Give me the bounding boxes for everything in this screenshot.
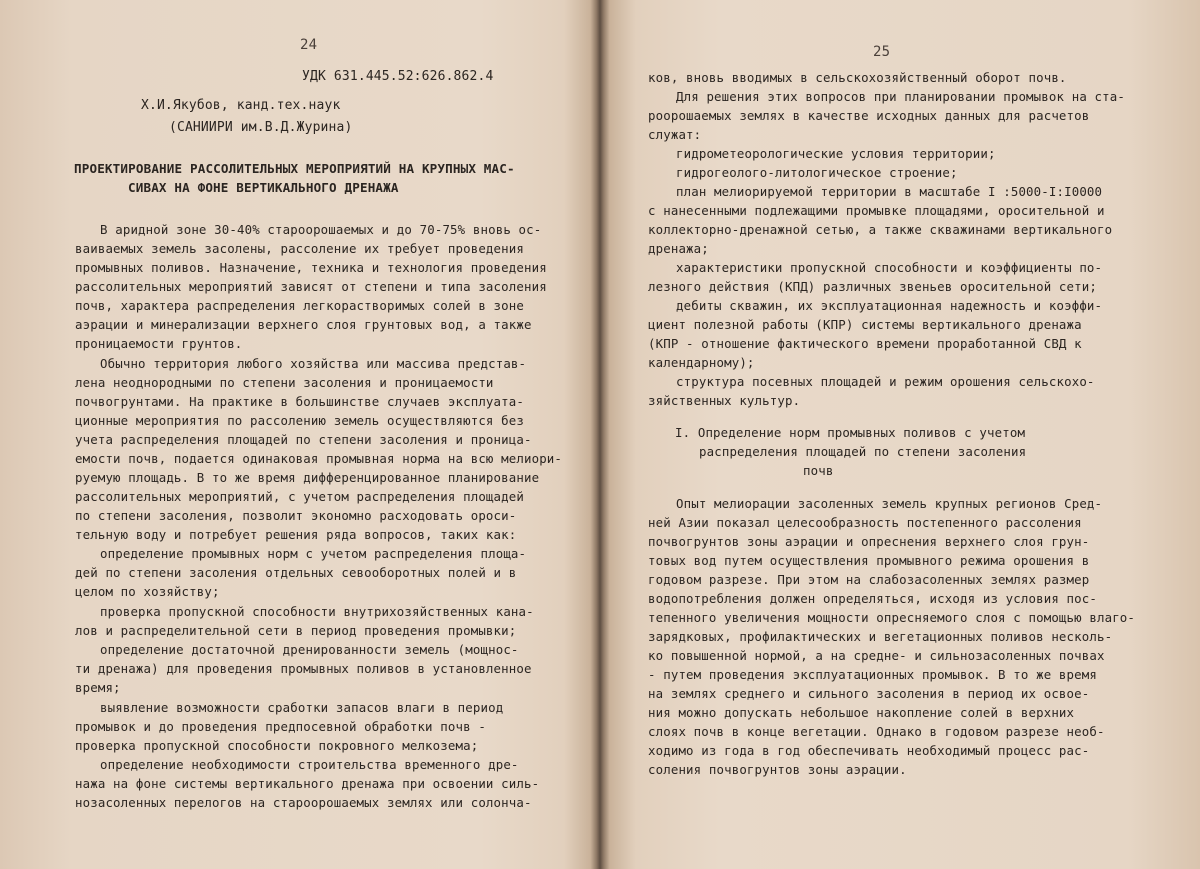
text-line: выявление возможности сработки запасов влаги в период — [100, 700, 504, 715]
text-line: учета распределения площадей по степени засоления и проница- — [75, 432, 532, 447]
text-line: аэрации и минерализации верхнего слоя грунтовых вод, а также — [75, 317, 532, 332]
text-line: структура посевных площадей и режим орошения сельскохо- — [676, 374, 1095, 389]
text-line: коллекторно-дренажной сетью, а также скважинами вертикального — [648, 222, 1113, 237]
text-line: циент полезной работы (КПР) системы вертикального дренажа — [648, 317, 1082, 332]
article-title-line: СИВАХ НА ФОНЕ ВЕРТИКАЛЬНОГО ДРЕНАЖА — [128, 180, 399, 195]
text-line: на землях среднего и сильного засоления в период их освое- — [648, 686, 1090, 701]
text-line: рассолительных мероприятий, с учетом распределения площадей — [75, 489, 524, 504]
text-line: Обычно территория любого хозяйства или массива представ- — [100, 356, 527, 371]
text-line: промывных поливов. Назначение, техника и технология проведения — [75, 260, 547, 275]
text-line: определение необходимости строительства временного дре- — [100, 757, 519, 772]
text-line: определение достаточной дренированности земель (мощнос- — [100, 642, 519, 657]
text-line: ния можно допускать небольшое накопление солей в верхних — [648, 705, 1075, 720]
text-line: роорошаемых землях в качестве исходных данных для расчетов — [648, 108, 1090, 123]
text-line: характеристики пропускной способности и коэффициенты по- — [676, 260, 1103, 275]
text-line: ваиваемых земель засолены, рассоление их требует проведения — [75, 241, 524, 256]
text-line: почв, характера распределения легкорастворимых солей в зоне — [75, 298, 524, 313]
text-line: ти дренажа) для проведения промывных поливов в установленное — [75, 661, 532, 676]
page-number-left: 24 — [300, 37, 318, 53]
text-line: целом по хозяйству; — [75, 584, 220, 599]
text-line: В аридной зоне 30-40% староорошаемых и до 70-75% вновь ос- — [100, 222, 542, 237]
text-line: товых вод путем осуществления промывного режима орошения в — [648, 553, 1090, 568]
page-number-right: 25 — [873, 44, 891, 60]
section-title-line: распределения площадей по степени засоления — [699, 444, 1027, 459]
text-line: план мелиорируемой территории в масштабе I :5000-I:I0000 — [676, 184, 1103, 199]
text-line: дебиты скважин, их эксплуатационная надежность и коэффи- — [676, 298, 1103, 313]
text-line: нозасоленных перелогов на староорошаемых землях или солонча- — [75, 795, 532, 810]
text-line: лезного действия (КПД) различных звеньев оросительной сети; — [648, 279, 1097, 294]
text-line: руемую площадь. В то же время дифференцированное планирование — [75, 470, 540, 485]
author-name: Х.И.Якубов, канд.тех.наук — [141, 98, 341, 113]
text-line: определение промывных норм с учетом распределения площа- — [100, 546, 527, 561]
text-line: Для решения этих вопросов при планировании промывок на ста- — [676, 89, 1125, 104]
text-line: гидрогеолого-литологическое строение; — [676, 165, 958, 180]
text-line: ходимо из года в год обеспечивать необходимый процесс рас- — [648, 743, 1090, 758]
left-page — [0, 0, 597, 869]
article-title-line: ПРОЕКТИРОВАНИЕ РАССОЛИТЕЛЬНЫХ МЕРОПРИЯТИЙ НА КРУПНЫХ МАС- — [74, 161, 515, 176]
text-line: дренажа; — [648, 241, 709, 256]
section-title-line: почв — [803, 463, 834, 478]
text-line: гидрометеорологические условия территории; — [676, 146, 996, 161]
text-line: водопотребления должен определяться, исходя из условия пос- — [648, 591, 1097, 606]
text-line: рассолительных мероприятий зависят от степени и типа засоления — [75, 279, 547, 294]
text-line: проверка пропускной способности внутрихозяйственных кана- — [100, 604, 534, 619]
section-title-line: I. Определение норм промывных поливов с учетом — [675, 425, 1026, 440]
text-line: время; — [75, 680, 121, 695]
text-line: (КПР - отношение фактического времени проработанной СВД к — [648, 336, 1082, 351]
text-line: промывок и до проведения предпосевной обработки почв - — [75, 719, 486, 734]
text-line: емости почв, подается одинаковая промывная норма на всю мелиори- — [75, 451, 563, 466]
text-line: лов и распределительной сети в период проведения промывки; — [75, 623, 517, 638]
text-line: проверка пропускной способности покровного мелкозема; — [75, 738, 479, 753]
text-line: зяйственных культур. — [648, 393, 801, 408]
text-line: с нанесенными подлежащими промывке площадями, оросительной и — [648, 203, 1105, 218]
text-line: - путем проведения эксплуатационных промывок. В то же время — [648, 667, 1097, 682]
text-line: слоях почв в конце вегетации. Однако в годовом разрезе необ- — [648, 724, 1105, 739]
text-line: годовом разрезе. При этом на слабозасоленных землях размер — [648, 572, 1090, 587]
author-affiliation: (САНИИРИ им.В.Д.Журина) — [169, 120, 353, 135]
text-line: Опыт мелиорации засоленных земель крупных регионов Сред- — [676, 496, 1103, 511]
text-line: нажа на фоне системы вертикального дренажа при освоении силь- — [75, 776, 540, 791]
text-line: тельную воду и потребует решения ряда вопросов, таких как: — [75, 527, 517, 542]
text-line: лена неоднородными по степени засоления и проницаемости — [75, 375, 494, 390]
text-line: ней Азии показал целесообразность постепенного рассоления — [648, 515, 1082, 530]
text-line: служат: — [648, 127, 702, 142]
text-line: почвогрунтами. На практике в большинстве случаев эксплуата- — [75, 394, 524, 409]
udk-code: УДК 631.445.52:626.862.4 — [302, 69, 494, 84]
text-line: календарному); — [648, 355, 755, 370]
text-line: зарядковых, профилактических и вегетационных поливов несколь- — [648, 629, 1113, 644]
text-line: ционные мероприятия по рассолению земель осуществляются без — [75, 413, 524, 428]
text-line: почвогрунтов зоны аэрации и опреснения верхнего слоя грун- — [648, 534, 1090, 549]
text-line: дей по степени засоления отдельных севооборотных полей и в — [75, 565, 517, 580]
text-line: ков, вновь вводимых в сельскохозяйственный оборот почв. — [648, 70, 1067, 85]
text-line: тепенного увеличения мощности опресняемого слоя с помощью влаго- — [648, 610, 1136, 625]
right-page — [603, 0, 1200, 869]
text-line: по степени засоления, позволит экономно расходовать ороси- — [75, 508, 517, 523]
text-line: ко повышенной нормой, а на средне- и сильнозасоленных почвах — [648, 648, 1105, 663]
text-line: проницаемости грунтов. — [75, 336, 243, 351]
text-line: соления почвогрунтов зоны аэрации. — [648, 762, 907, 777]
